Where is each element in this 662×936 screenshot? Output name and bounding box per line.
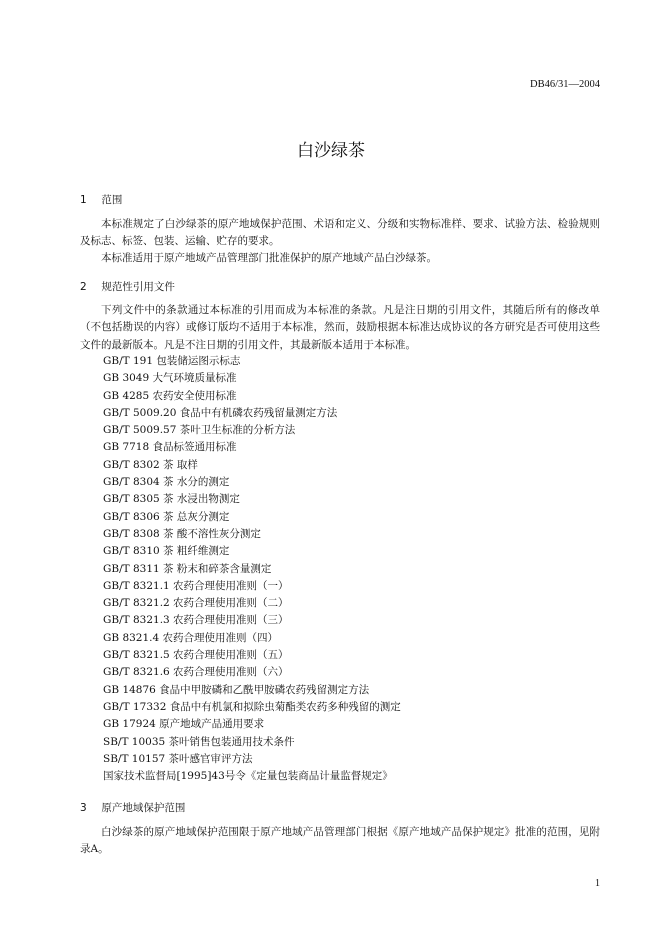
- reference-list: [103, 353, 401, 785]
- reference-item: GB/T 8321.2 农药合理使用准则（二）: [103, 597, 289, 610]
- scope-paragraph-2: 本标准适用于原产地域产品管理部门批准保护的原产地域产品白沙绿茶。: [101, 252, 437, 264]
- reference-item: SB/T 10035 茶叶销售包装通用技术条件: [103, 735, 295, 748]
- section-3-heading: [80, 800, 185, 815]
- reference-item: GB/T 8308 茶 酸不溶性灰分测定: [103, 527, 261, 540]
- section-title: 原产地域保护范围: [101, 802, 186, 814]
- section-1-heading: [80, 192, 122, 207]
- reference-item: GB/T 8306 茶 总灰分测定: [103, 510, 230, 523]
- reference-item: 国家技术监督局[1995]43号令《定量包装商品计量监督规定》: [103, 770, 393, 783]
- reference-item: GB/T 5009.20 食品中有机磷农药残留量测定方法: [103, 406, 338, 419]
- reference-item: GB 4285 农药安全使用标准: [103, 389, 237, 402]
- document-code: DB46/31—2004: [529, 79, 600, 90]
- reference-item: GB 17924 原产地域产品通用要求: [103, 718, 265, 731]
- section-number: 2: [80, 281, 87, 293]
- reference-item: GB/T 8302 茶 取样: [103, 458, 198, 471]
- reference-item: GB/T 8304 茶 水分的测定: [103, 476, 230, 489]
- section-number: 3: [80, 802, 87, 814]
- reference-item: GB/T 5009.57 茶叶卫生标准的分析方法: [103, 424, 296, 437]
- reference-item: GB/T 8321.6 农药合理使用准则（六）: [103, 666, 289, 679]
- reference-item: SB/T 10157 茶叶感官审评方法: [103, 752, 253, 765]
- reference-item: GB 7718 食品标签通用标准: [103, 441, 237, 454]
- reference-item: GB 3049 大气环境质量标准: [103, 372, 237, 385]
- reference-item: GB/T 8310 茶 粗纤维测定: [103, 545, 230, 558]
- protection-scope-paragraph: 白沙绿茶的原产地域保护范围限于原产地域产品管理部门根据《原产地域产品保护规定》批准的范围，见附录A。: [80, 826, 600, 856]
- scope-paragraph-1: 本标准规定了白沙绿茶的原产地域保护范围、术语和定义、分级和实物标准样、要求、试验方法、检验规则及标志、标签、包装、运输、贮存的要求。: [80, 218, 600, 248]
- reference-item: GB/T 8305 茶 水浸出物测定: [103, 493, 240, 506]
- reference-item: GB/T 191 包装储运图示标志: [103, 355, 241, 367]
- reference-item: GB/T 8321.1 农药合理使用准则（一）: [103, 579, 289, 592]
- section-number: 1: [80, 194, 87, 206]
- reference-item: GB/T 8321.3 农药合理使用准则（三）: [103, 614, 289, 627]
- section-title: 范围: [101, 194, 123, 206]
- reference-item: GB 14876 食品中甲胺磷和乙酰甲胺磷农药残留测定方法: [103, 683, 370, 696]
- reference-item: GB/T 8321.5 农药合理使用准则（五）: [103, 649, 289, 662]
- page-title: 白沙绿茶: [297, 141, 365, 161]
- reference-item: GB 8321.4 农药合理使用准则（四）: [103, 631, 279, 644]
- reference-item: GB/T 17332 食品中有机氯和拟除虫菊酯类农药多种残留的测定: [103, 700, 401, 713]
- reference-item: GB/T 8311 茶 粉末和碎茶含量测定: [103, 562, 272, 575]
- section-title: 规范性引用文件: [101, 281, 175, 293]
- references-intro: 下列文件中的条款通过本标准的引用而成为本标准的条款。凡是注日期的引用文件，其随后所有的修改单（不包括勘误的内容）或修订版均不适用于本标准，然而，鼓励根据本标准达成协议的各方研究是否可使用这些文件的最新版本。凡是不注日期的引用文件，其最新版本适用于本标准。: [80, 304, 600, 351]
- section-2-heading: [80, 279, 175, 294]
- page-number: 1: [595, 878, 600, 889]
